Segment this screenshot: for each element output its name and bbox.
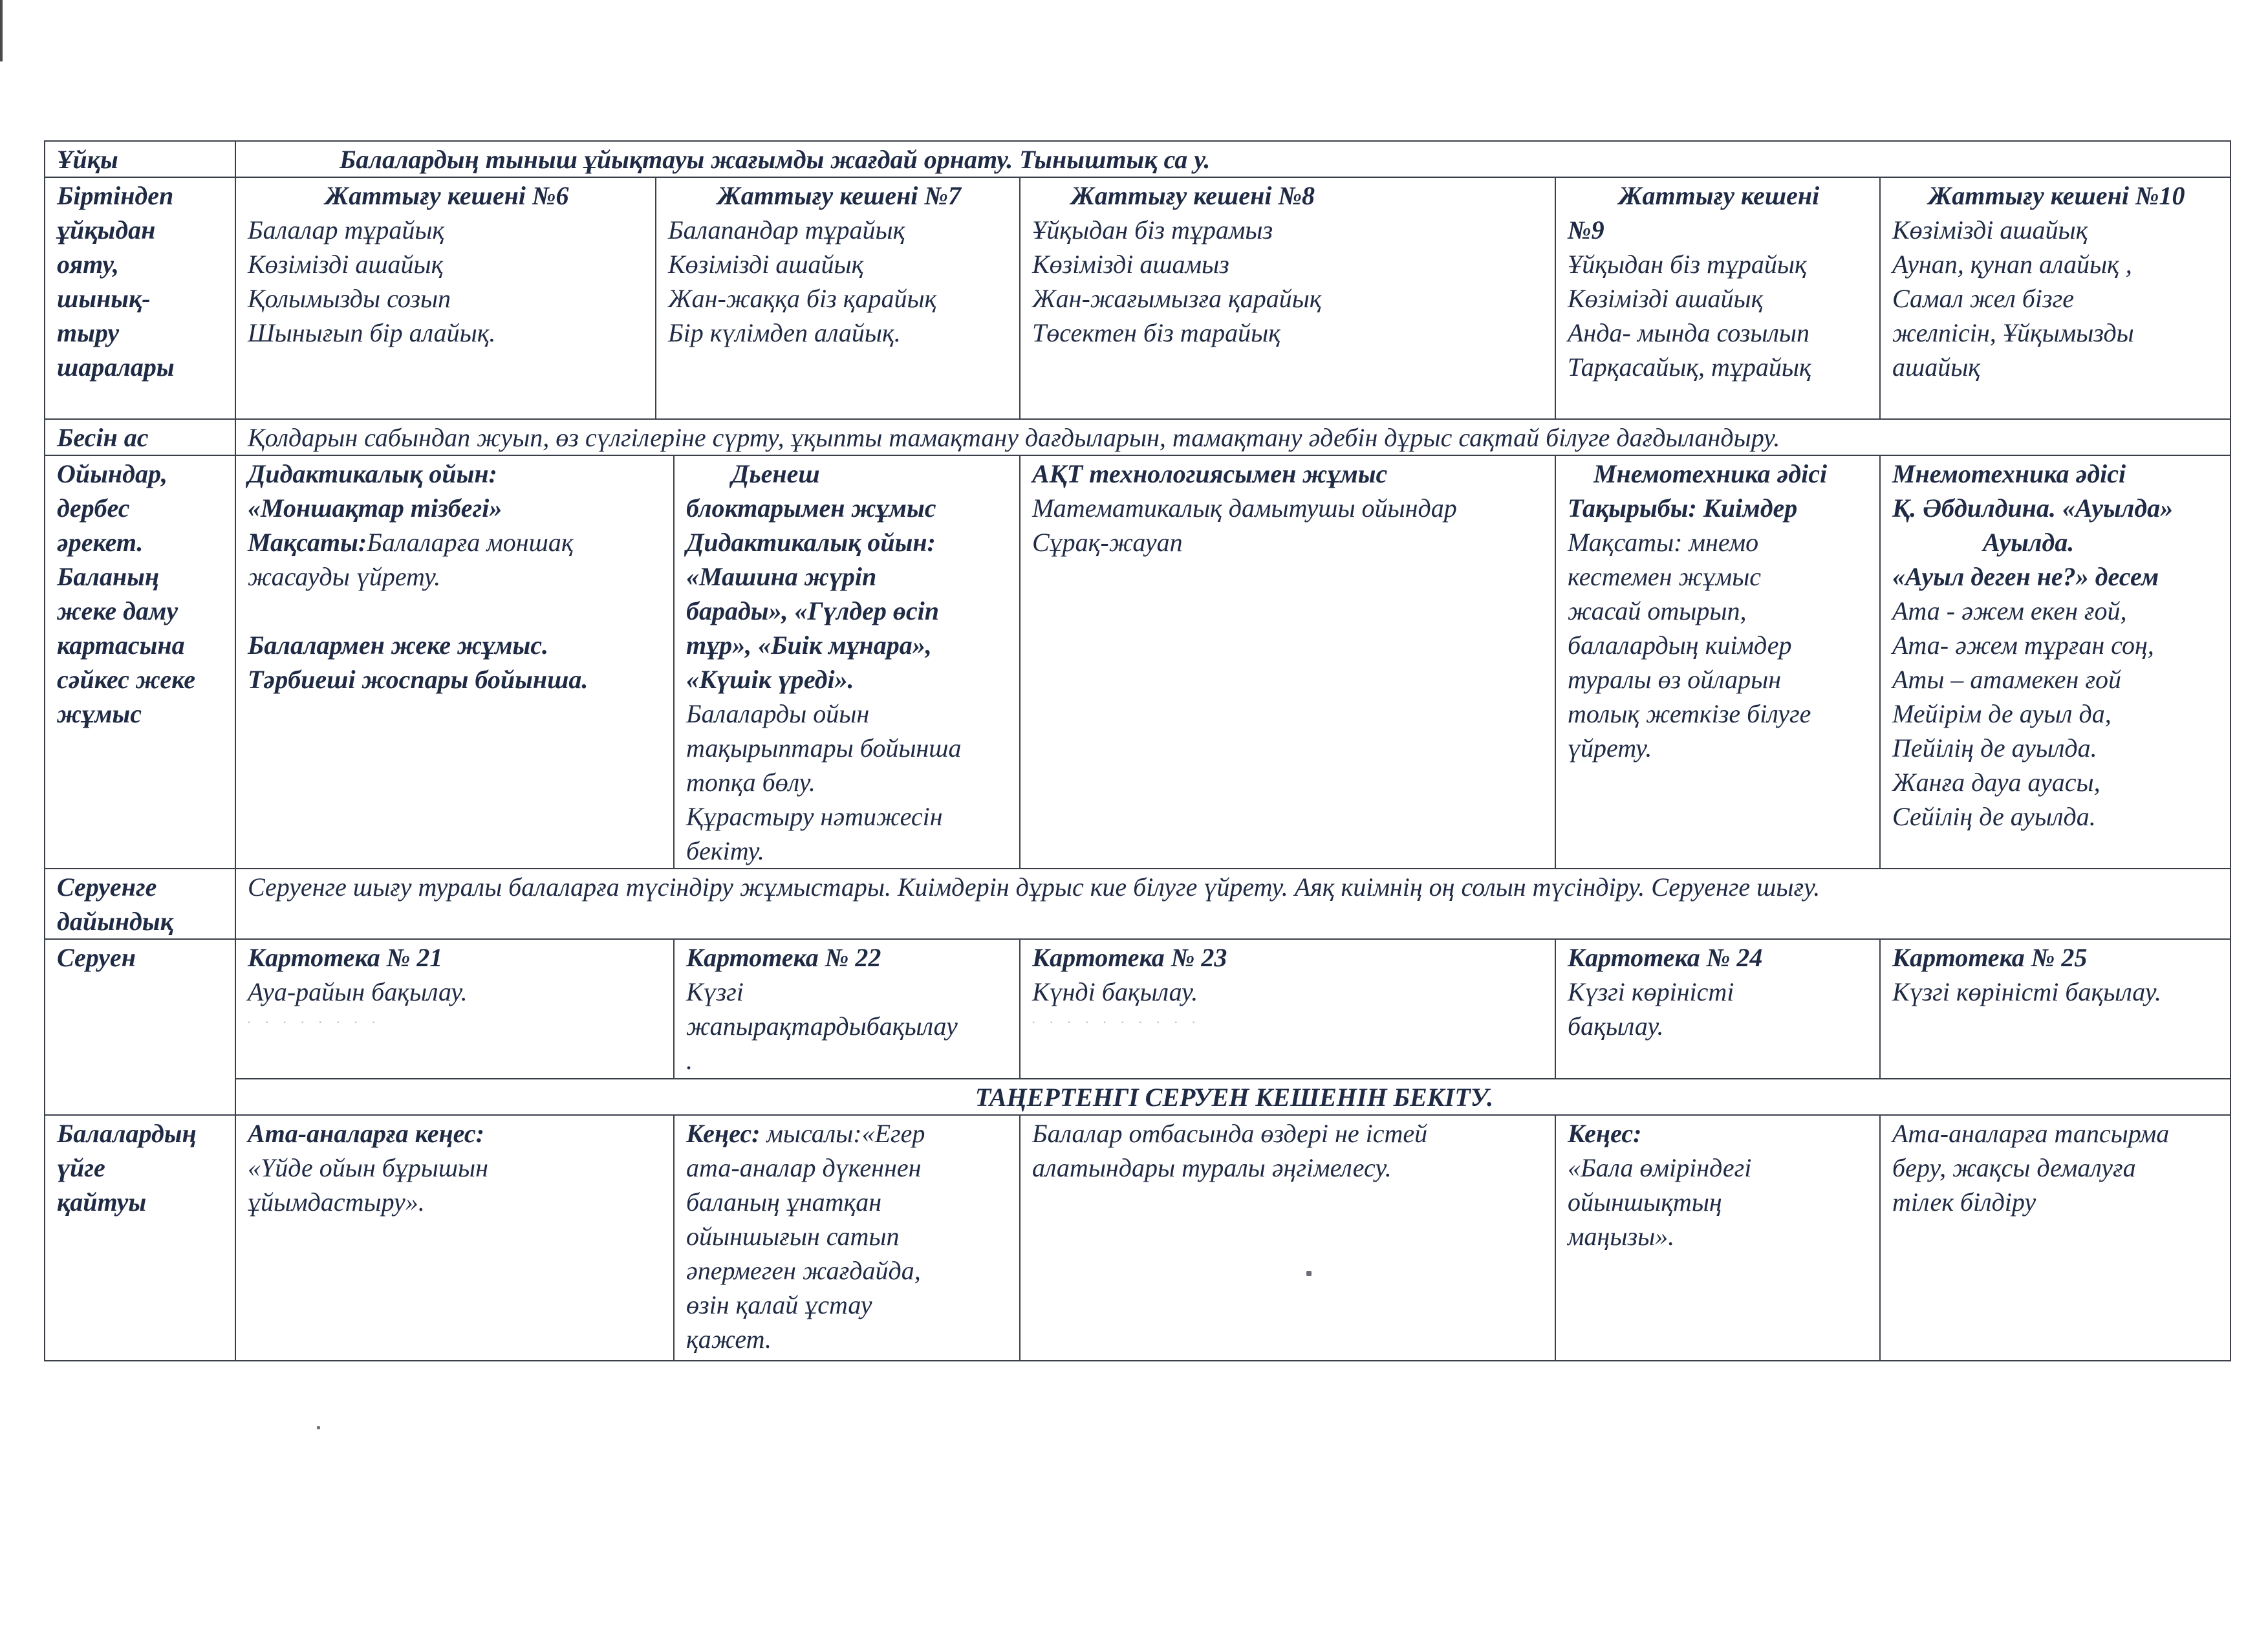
home-cell-3: Балалар отбасында өздері не істей алатындары туралы әңгімелесу. bbox=[1020, 1115, 1555, 1361]
games-cell-5: Мнемотехника әдісі Қ. Әбдилдина. «Ауылда» Ауылда. «Ауыл деген не?» десем Ата - әжем екен ғой, Ата- әжем тұрған соң, Аты – атамекен ғой Мейірім де ауыл да, Пейілің де ауылда. Жанға дауа ауасы, Сейілің де ауылда. bbox=[1880, 455, 2230, 869]
row-walk-summary bbox=[45, 1079, 2230, 1115]
label-going-home: Балалардың үйге қайтуы bbox=[45, 1115, 235, 1361]
walk-cell-21: Картотека № 21 Ауа-райын бақылау. ........ bbox=[235, 939, 674, 1079]
label-sleep: Ұйқы bbox=[45, 141, 235, 177]
walk-cell-25: Картотека № 25 Күзгі көріністі бақылау. bbox=[1880, 939, 2230, 1079]
lunch-text: Қолдарын сабындап жуып, өз сүлгілеріне сүрту, ұқыпты тамақтану дағдыларын, тамақтану әдебін дұрыс сақтай білуге дағдыландыру. bbox=[235, 419, 2230, 455]
exercise-cell-7: Жаттығу кешені №7 Балапандар тұрайық Көзімізді ашайық Жан-жаққа біз қарайық Бір күлімдеп алайық. bbox=[656, 177, 1020, 419]
label-walk: Серуен bbox=[45, 939, 235, 1115]
games-cell-3: АҚТ технологиясымен жұмыс Математикалық дамытушы ойындар Сұрақ-жауап bbox=[1020, 455, 1555, 869]
home-cell-1: Ата-аналарға кеңес: «Үйде ойын бұрышын ұйымдастыру». bbox=[235, 1115, 674, 1361]
walk-summary: ТАҢЕРТЕНГІ СЕРУЕН КЕШЕНІН БЕКІТУ. bbox=[235, 1079, 2230, 1115]
daily-plan-table bbox=[44, 140, 2231, 1361]
sleep-text: Балалардың тыныш ұйықтауы жағымды жағдай орнату. Тыныштық са у. bbox=[235, 141, 2230, 177]
exercise-cell-9: Жаттығу кешені №9 Ұйқыдан біз тұрайық Көзімізді ашайық Анда- мында созылып Тарқасайық, тұрайық bbox=[1555, 177, 1880, 419]
row-sleep bbox=[45, 141, 2230, 177]
row-wakeup bbox=[45, 177, 2230, 419]
row-games bbox=[45, 455, 2230, 869]
exercise-cell-8: Жаттығу кешені №8 Ұйқыдан біз тұрамыз Көзімізді ашамыз Жан-жағымызға қарайық Төсектен біз тарайық bbox=[1020, 177, 1555, 419]
walk-cell-22: Картотека № 22 Күзгі жапырақтардыбақылау . bbox=[674, 939, 1020, 1079]
walk-prep-text: Серуенге шығу туралы балаларға түсіндіру жұмыстары. Киімдерін дұрыс кие білуге үйрету. Аяқ киімнің оң солын түсіндіру. Серуенге шығу. bbox=[235, 869, 2230, 939]
label-walk-prep: Серуенге дайындық bbox=[45, 869, 235, 939]
label-wakeup: Біртіндеп ұйқыдан ояту, шынық- тыру шаралары bbox=[45, 177, 235, 419]
games-cell-4: Мнемотехника әдісі Тақырыбы: Киімдер Мақсаты: мнемо кестемен жұмыс жасай отырып, балалардың киімдер туралы өз ойларын толық жеткізе білуге үйрету. bbox=[1555, 455, 1880, 869]
scan-edge-mark bbox=[0, 0, 3, 61]
row-going-home bbox=[45, 1115, 2230, 1361]
games-cell-1: Дидактикалық ойын: «Моншақтар тізбегі» Мақсаты:Балаларға моншақ жасауды үйрету. Балалармен жеке жұмыс. Тәрбиеші жоспары бойынша. bbox=[235, 455, 674, 869]
home-cell-2: Кеңес: мысалы:«Егер ата-аналар дүкеннен баланың ұнатқан ойыншығын сатып әпермеген жағдайда, өзін қалай ұстау қажет. bbox=[674, 1115, 1020, 1361]
walk-cell-24: Картотека № 24 Күзгі көріністі бақылау. bbox=[1555, 939, 1880, 1079]
exercise-cell-6: Жаттығу кешені №6 Балалар тұрайық Көзімізді ашайық Қолымызды созып Шынығып бір алайық. bbox=[235, 177, 656, 419]
home-cell-4: Кеңес: «Бала өміріндегі ойыншықтың маңызы». bbox=[1555, 1115, 1880, 1361]
home-cell-5: Ата-аналарға тапсырма беру, жақсы демалуға тілек білдіру bbox=[1880, 1115, 2230, 1361]
row-walk bbox=[45, 939, 2230, 1079]
exercise-cell-10: Жаттығу кешені №10 Көзімізді ашайық Аунап, қунап алайық , Самал жел бізге желпісін, Ұйқымызды ашайық bbox=[1880, 177, 2230, 419]
games-cell-2: Дьенеш блоктарымен жұмыс Дидактикалық ойын: «Машина жүріп барады», «Гүлдер өсіп тұр», «Биік мұнара», «Күшік үреді». Балаларды ойын тақырыптары бойынша топқа бөлу. Құрастыру нәтижесін бекіту. bbox=[674, 455, 1020, 869]
label-games: Ойындар, дербес әрекет. Баланың жеке даму картасына сәйкес жеке жұмыс bbox=[45, 455, 235, 869]
scan-speck bbox=[317, 1426, 320, 1429]
row-walk-prep bbox=[45, 869, 2230, 939]
label-lunch: Бесін ас bbox=[45, 419, 235, 455]
scan-speck bbox=[1306, 1271, 1312, 1276]
row-lunch bbox=[45, 419, 2230, 455]
walk-cell-23: Картотека № 23 Күнді бақылау. .......... bbox=[1020, 939, 1555, 1079]
